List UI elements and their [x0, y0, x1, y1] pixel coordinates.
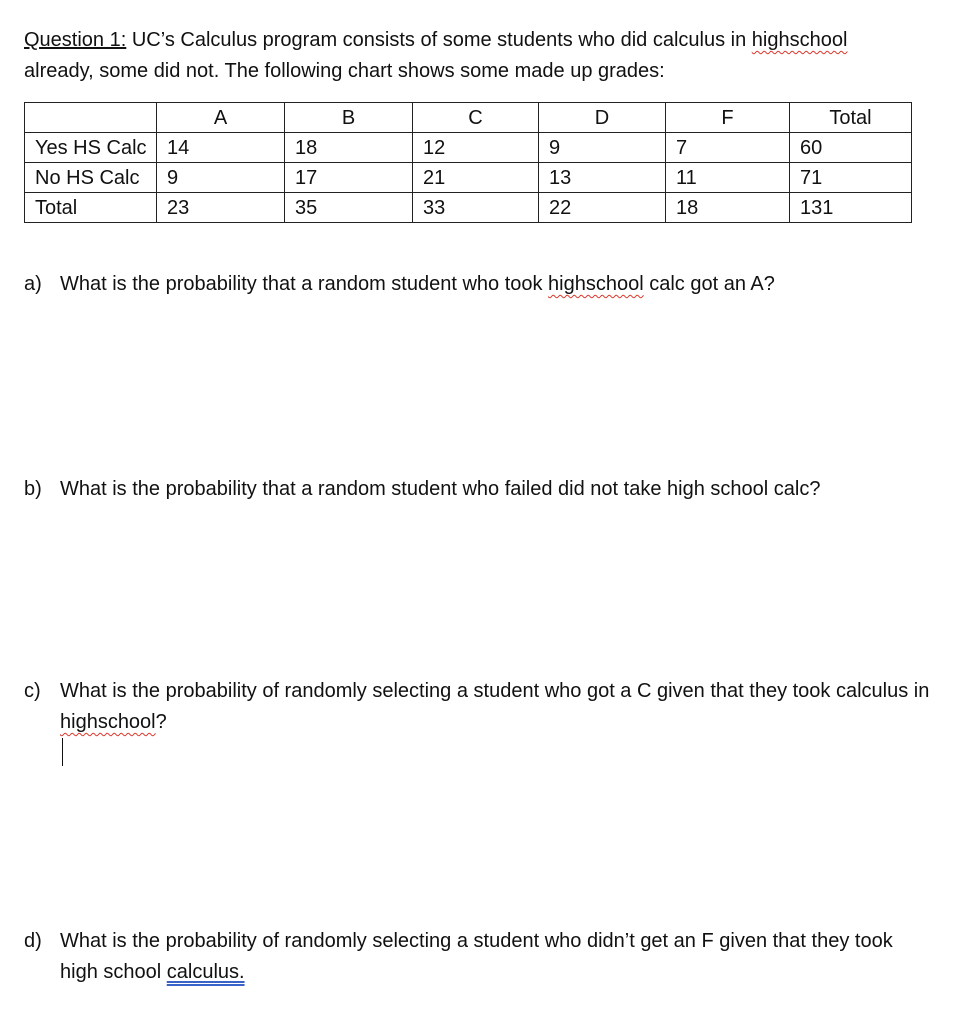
part-d-text	[60, 926, 930, 988]
question-part-c	[24, 676, 930, 738]
part-b-label: b)	[24, 478, 42, 500]
part-b-text: What is the probability that a random student who failed did not take high school calc?	[60, 478, 821, 500]
table-header-d: D	[539, 103, 666, 133]
table-row	[25, 193, 912, 223]
question-part-a	[24, 269, 924, 300]
table-cell: 11	[666, 163, 790, 193]
spell-flag-highschool: highschool	[60, 711, 156, 733]
part-c-text	[60, 676, 930, 738]
table-cell: 14	[157, 133, 285, 163]
table-cell: 60	[790, 133, 912, 163]
part-a-label: a)	[24, 273, 42, 295]
table-header-a: A	[157, 103, 285, 133]
table-cell: 17	[285, 163, 413, 193]
table-cell: 12	[413, 133, 539, 163]
part-c-label: c)	[24, 680, 41, 702]
table-cell: 7	[666, 133, 790, 163]
part-d-label: d)	[24, 930, 42, 952]
grammar-flag-calculus: calculus.	[166, 961, 245, 983]
grades-table	[24, 102, 912, 223]
table-cell: 35	[285, 193, 413, 223]
spell-flag-highschool: highschool	[548, 273, 644, 295]
table-header-total: Total	[790, 103, 912, 133]
table-cell: 18	[285, 133, 413, 163]
table-cell: 33	[413, 193, 539, 223]
row-label: Yes HS Calc	[25, 133, 157, 163]
table-header-c: C	[413, 103, 539, 133]
row-label: Total	[25, 193, 157, 223]
table-cell: 131	[790, 193, 912, 223]
table-row	[25, 133, 912, 163]
part-a-text-end: calc got an A?	[643, 273, 775, 295]
text-cursor[interactable]	[62, 738, 63, 766]
question-intro-text: UC’s Calculus program consists of some students who did calculus in	[126, 29, 752, 51]
part-c-text-end: ?	[155, 711, 167, 733]
part-d-text-start: What is the probability of randomly selecting a student who didn’t get an F given that they took high school	[60, 930, 893, 983]
table-cell: 71	[790, 163, 912, 193]
table-header-row	[25, 103, 912, 133]
question-part-b	[24, 474, 924, 505]
part-c-text-start: What is the probability of randomly selecting a student who got a C given that they took calculus in	[60, 680, 930, 702]
table-row	[25, 163, 912, 193]
table-cell: 9	[539, 133, 666, 163]
table-header-blank	[25, 103, 157, 133]
question-title: Question 1:	[24, 29, 127, 51]
part-a-text-start: What is the probability that a random student who took	[60, 273, 549, 295]
table-cell: 13	[539, 163, 666, 193]
table-cell: 21	[413, 163, 539, 193]
table-cell: 23	[157, 193, 285, 223]
question-part-d	[24, 926, 924, 988]
spell-flag-highschool: highschool	[751, 29, 848, 51]
question-intro-line-1	[24, 25, 847, 55]
row-label: No HS Calc	[25, 163, 157, 193]
table-cell: 22	[539, 193, 666, 223]
table-cell: 9	[157, 163, 285, 193]
table-cell: 18	[666, 193, 790, 223]
part-a-text	[60, 269, 930, 300]
table-header-f: F	[666, 103, 790, 133]
table-header-b: B	[285, 103, 413, 133]
question-intro-line-2: already, some did not. The following chart shows some made up grades:	[24, 60, 665, 82]
